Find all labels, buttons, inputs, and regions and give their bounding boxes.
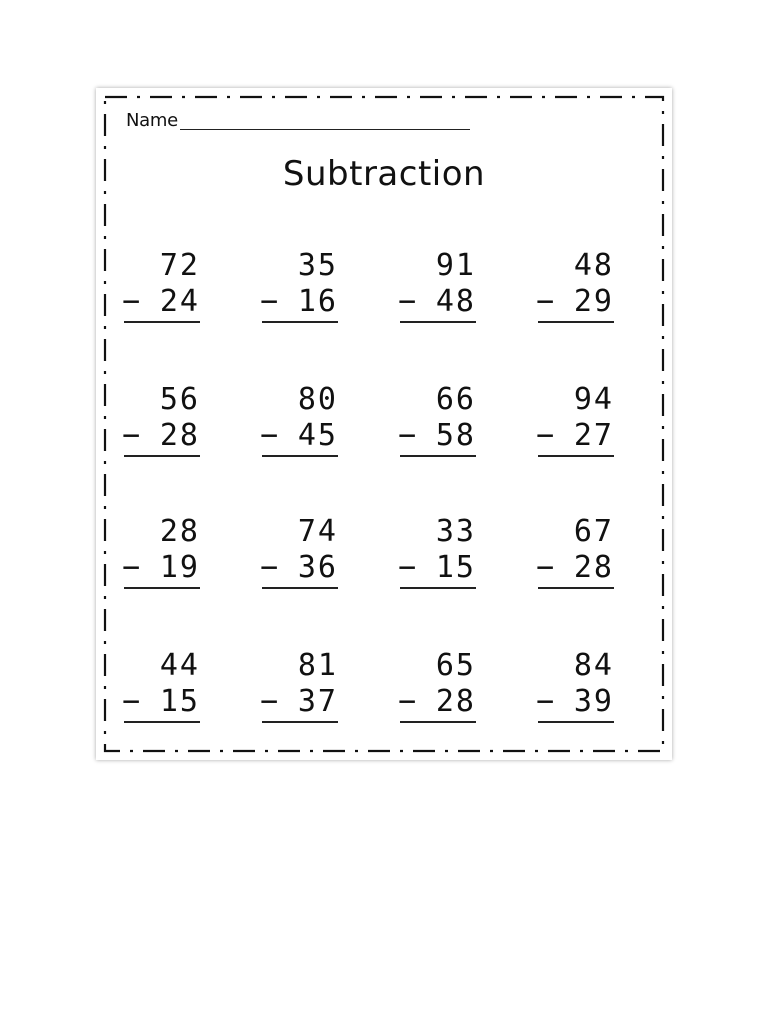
minuend: 84	[573, 648, 614, 683]
answer-line[interactable]	[124, 455, 200, 457]
subtrahend: 29	[573, 284, 614, 319]
subtrahend-row	[262, 550, 338, 586]
answer-line[interactable]	[400, 721, 476, 723]
subtrahend: 48	[435, 284, 476, 319]
name-blank-line[interactable]	[180, 129, 470, 130]
answer-line[interactable]	[400, 321, 476, 323]
minus-sign: −	[260, 418, 279, 453]
subtrahend: 15	[435, 550, 476, 585]
subtraction-problem	[262, 648, 338, 723]
answer-line[interactable]	[538, 455, 614, 457]
minus-sign: −	[536, 550, 555, 585]
subtraction-problem	[538, 514, 614, 589]
answer-line[interactable]	[400, 587, 476, 589]
minuend: 33	[435, 514, 476, 549]
answer-line[interactable]	[538, 321, 614, 323]
minus-sign: −	[122, 418, 141, 453]
subtrahend-row	[400, 550, 476, 586]
subtrahend-row	[538, 418, 614, 454]
subtrahend: 16	[297, 284, 338, 319]
subtrahend-row	[538, 284, 614, 320]
subtraction-problem	[400, 514, 476, 589]
subtraction-problem	[538, 382, 614, 457]
subtraction-problem	[124, 514, 200, 589]
minuend: 67	[573, 514, 614, 549]
minuend: 74	[297, 514, 338, 549]
minuend: 94	[573, 382, 614, 417]
subtrahend: 28	[159, 418, 200, 453]
subtrahend-row	[124, 284, 200, 320]
minuend: 35	[297, 248, 338, 283]
subtrahend: 24	[159, 284, 200, 319]
answer-line[interactable]	[124, 721, 200, 723]
minuend: 91	[435, 248, 476, 283]
minuend: 66	[435, 382, 476, 417]
subtrahend-row	[400, 284, 476, 320]
subtrahend: 15	[159, 684, 200, 719]
minuend: 28	[159, 514, 200, 549]
subtrahend: 37	[297, 684, 338, 719]
minus-sign: −	[536, 684, 555, 719]
subtraction-problem	[262, 382, 338, 457]
subtrahend-row	[124, 550, 200, 586]
answer-line[interactable]	[262, 455, 338, 457]
minus-sign: −	[260, 550, 279, 585]
name-label: Name	[126, 110, 178, 131]
subtraction-problem	[124, 382, 200, 457]
minuend: 56	[159, 382, 200, 417]
minus-sign: −	[122, 284, 141, 319]
subtrahend: 27	[573, 418, 614, 453]
answer-line[interactable]	[262, 321, 338, 323]
worksheet-page	[96, 88, 672, 760]
subtraction-problem	[538, 648, 614, 723]
subtrahend-row	[538, 550, 614, 586]
subtrahend-row	[124, 684, 200, 720]
answer-line[interactable]	[124, 587, 200, 589]
minuend: 65	[435, 648, 476, 683]
subtrahend: 36	[297, 550, 338, 585]
minus-sign: −	[398, 684, 417, 719]
subtraction-problem	[262, 514, 338, 589]
minuend: 72	[159, 248, 200, 283]
minus-sign: −	[122, 550, 141, 585]
subtrahend: 45	[297, 418, 338, 453]
answer-line[interactable]	[124, 321, 200, 323]
answer-line[interactable]	[400, 455, 476, 457]
subtrahend-row	[262, 284, 338, 320]
subtraction-problem	[538, 248, 614, 323]
subtraction-problem	[400, 248, 476, 323]
subtraction-problem	[124, 648, 200, 723]
minus-sign: −	[536, 284, 555, 319]
minuend: 44	[159, 648, 200, 683]
subtrahend: 39	[573, 684, 614, 719]
answer-line[interactable]	[538, 587, 614, 589]
answer-line[interactable]	[262, 721, 338, 723]
answer-line[interactable]	[262, 587, 338, 589]
minuend: 48	[573, 248, 614, 283]
subtrahend-row	[262, 418, 338, 454]
minus-sign: −	[260, 284, 279, 319]
subtrahend: 19	[159, 550, 200, 585]
worksheet-title: Subtraction	[282, 154, 486, 194]
subtrahend-row	[262, 684, 338, 720]
minus-sign: −	[398, 418, 417, 453]
subtrahend: 28	[573, 550, 614, 585]
minus-sign: −	[536, 418, 555, 453]
name-field-row	[126, 110, 470, 132]
answer-line[interactable]	[538, 721, 614, 723]
minuend: 81	[297, 648, 338, 683]
subtraction-problem	[262, 248, 338, 323]
minus-sign: −	[260, 684, 279, 719]
minus-sign: −	[398, 550, 417, 585]
subtraction-problem	[400, 382, 476, 457]
minus-sign: −	[122, 684, 141, 719]
subtraction-problem	[400, 648, 476, 723]
minus-sign: −	[398, 284, 417, 319]
subtrahend-row	[124, 418, 200, 454]
subtrahend-row	[538, 684, 614, 720]
minuend: 80	[297, 382, 338, 417]
subtrahend-row	[400, 418, 476, 454]
subtraction-problem	[124, 248, 200, 323]
subtrahend: 28	[435, 684, 476, 719]
subtrahend: 58	[435, 418, 476, 453]
subtrahend-row	[400, 684, 476, 720]
